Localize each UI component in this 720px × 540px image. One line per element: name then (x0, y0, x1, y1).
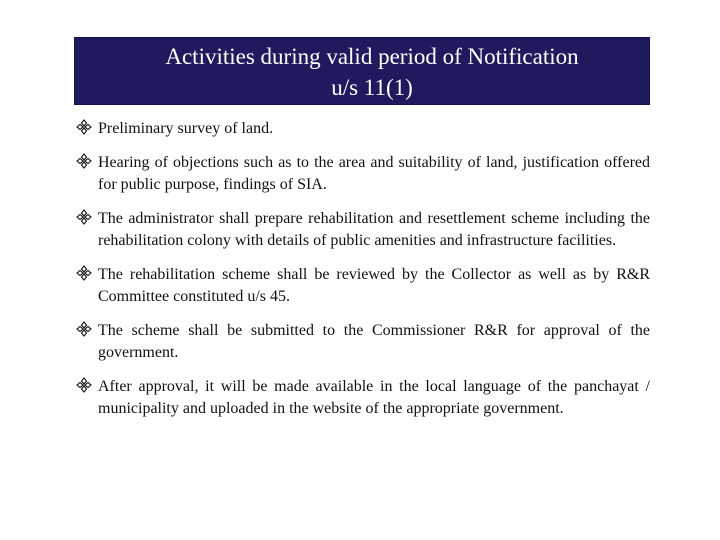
bullet-item-4 (76, 264, 650, 308)
bullet-item-2 (76, 152, 650, 196)
four-diamond-bullet-icon (76, 377, 92, 393)
bullet-text-6: After approval, it will be made available in the local language of the panchayat / municipality and uploaded in the website of the appropriate government. (98, 378, 650, 417)
bullet-text-4: The rehabilitation scheme shall be reviewed by the Collector as well as by R&R Committee constituted u/s 45. (98, 266, 650, 305)
four-diamond-bullet-icon (76, 153, 92, 169)
slide-title-line-1: Activities during valid period of Notification (165, 44, 579, 69)
bullet-item-3 (76, 208, 650, 252)
four-diamond-bullet-icon (76, 209, 92, 225)
bullet-text-3: The administrator shall prepare rehabilitation and resettlement scheme including the rehabilitation colony with details of public amenities and infrastructure facilities. (98, 210, 650, 249)
slide-title-line-2: u/s 11(1) (331, 75, 413, 100)
bullet-item-1 (76, 118, 650, 140)
bullet-item-6 (76, 376, 650, 420)
bullet-list (76, 118, 650, 432)
bullet-text-1: Preliminary survey of land. (98, 120, 274, 137)
four-diamond-bullet-icon (76, 321, 92, 337)
bullet-item-5 (76, 320, 650, 364)
bullet-text-5: The scheme shall be submitted to the Commissioner R&R for approval of the government. (98, 322, 650, 361)
slide-title-box (74, 37, 650, 105)
four-diamond-bullet-icon (76, 119, 92, 135)
bullet-text-2: Hearing of objections such as to the area and suitability of land, justification offered for public purpose, findings of SIA. (98, 154, 650, 193)
four-diamond-bullet-icon (76, 265, 92, 281)
